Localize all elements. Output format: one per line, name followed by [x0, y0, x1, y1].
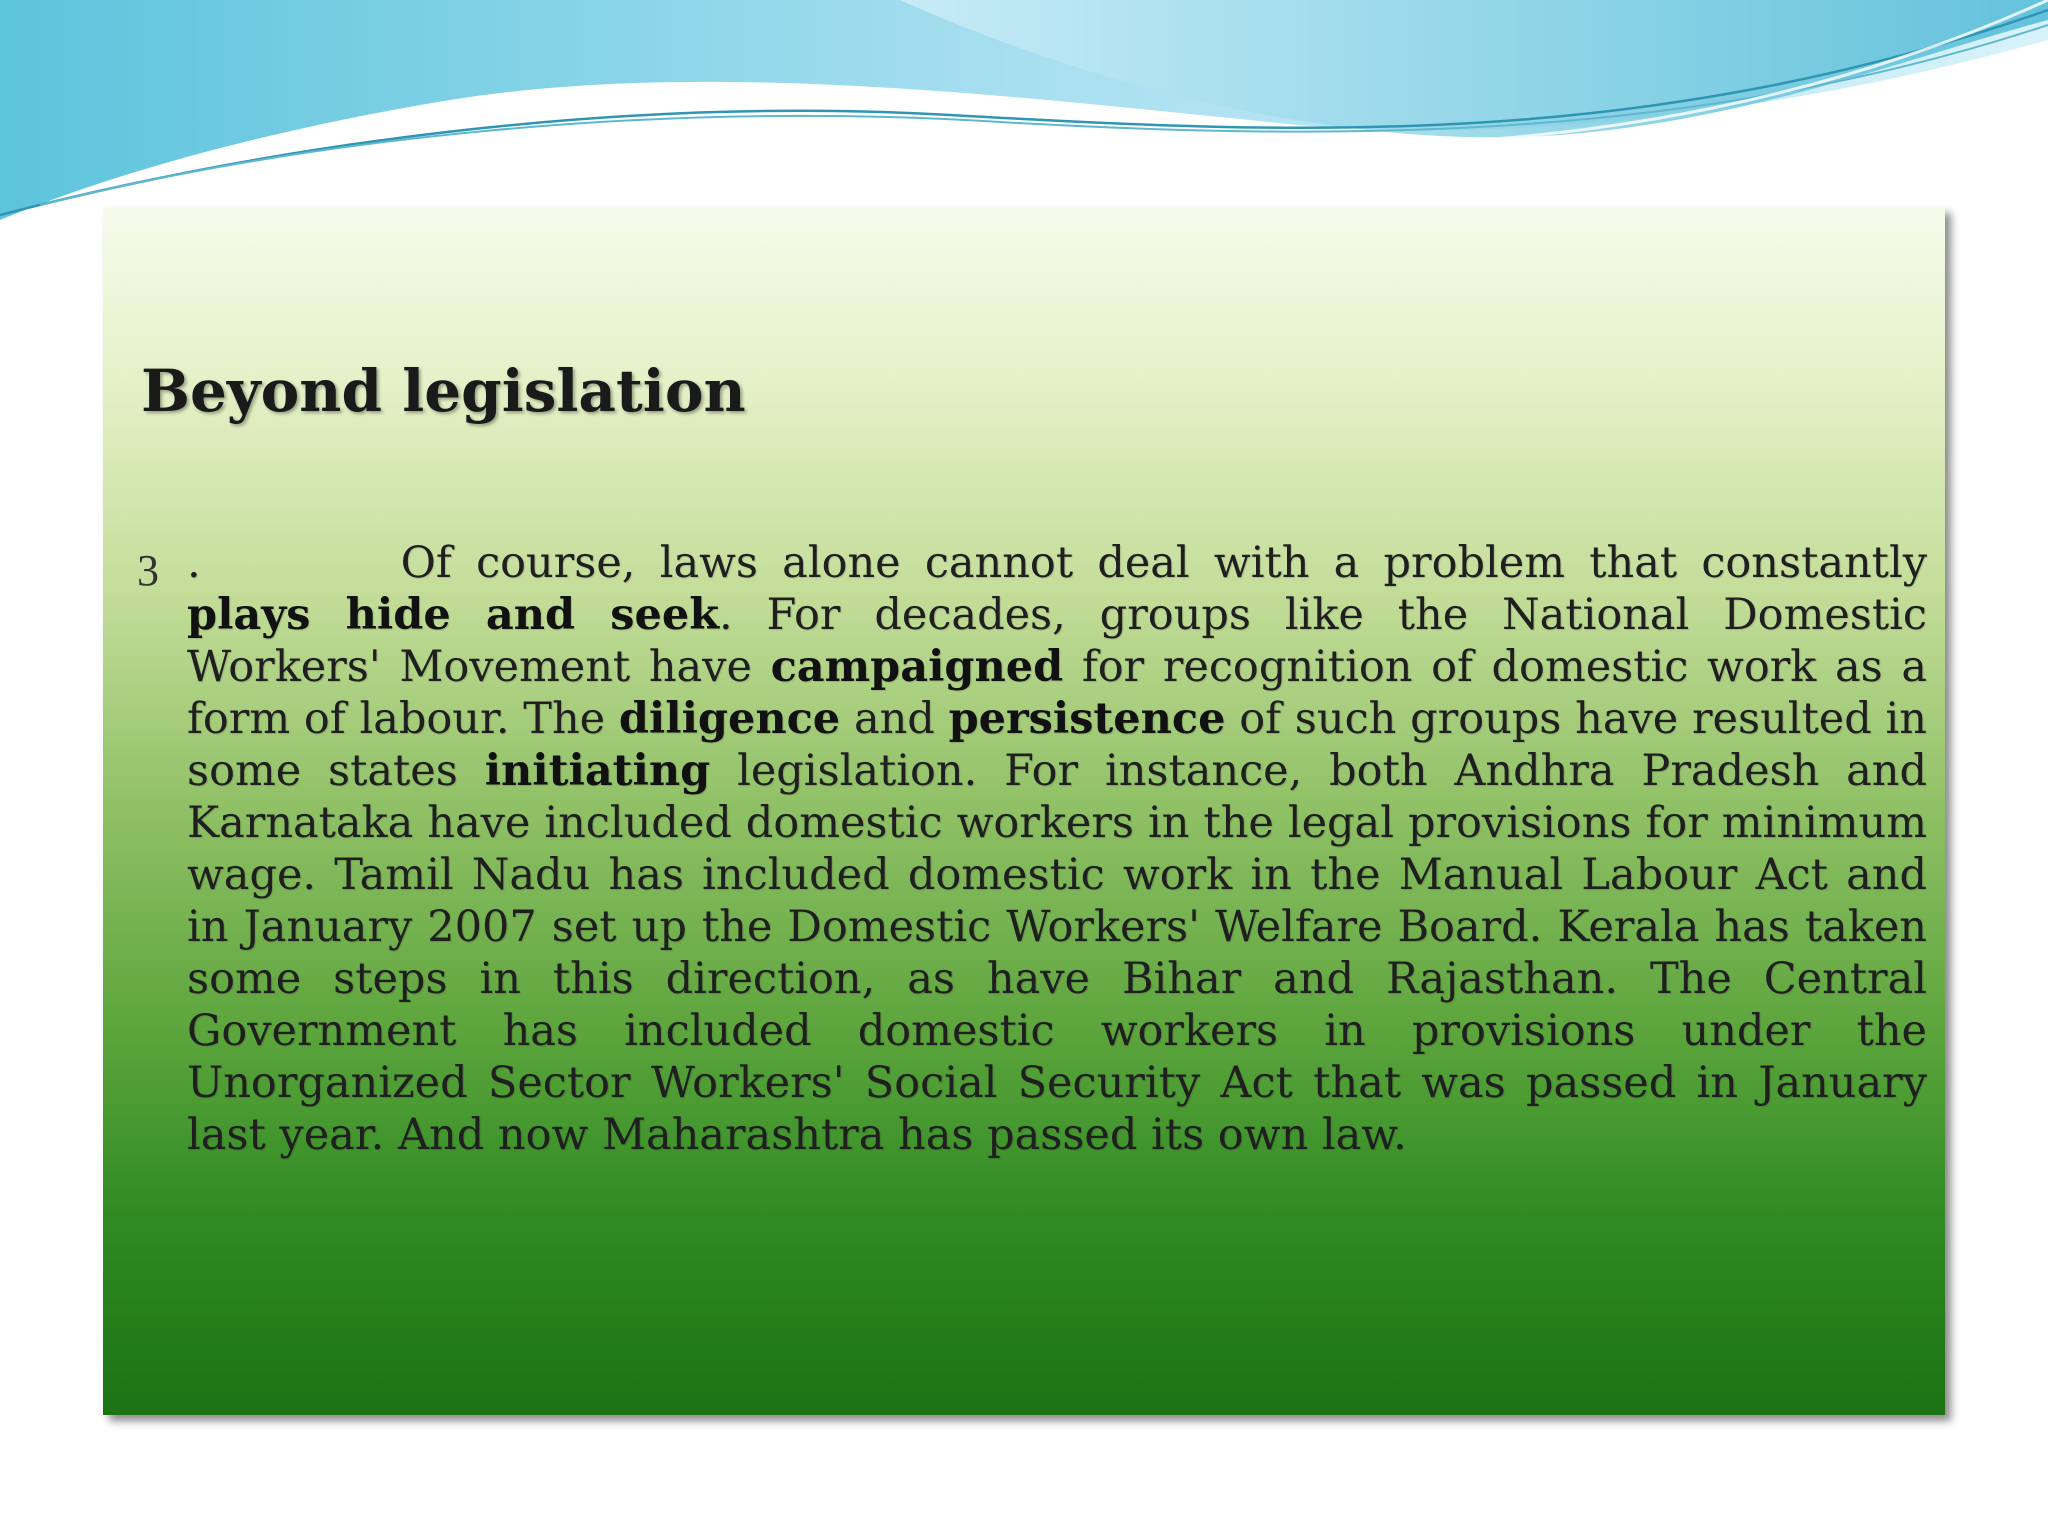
content-panel	[103, 207, 1945, 1415]
paragraph-number: 3	[137, 546, 159, 595]
emphasis-text: diligence	[618, 694, 841, 744]
emphasis-text: campaigned	[770, 642, 1064, 692]
text-run: for recognition of domestic work as a form of labour. The	[187, 642, 1927, 744]
text-run: and	[840, 694, 949, 744]
emphasis-text: initiating	[484, 746, 711, 796]
paragraph-text	[187, 537, 1927, 1161]
emphasis-text: plays hide and seek	[187, 590, 719, 640]
numbered-paragraph	[137, 537, 1927, 1161]
text-run: legislation. For instance, both Andhra Pradesh and Karnataka have included domestic workers in the legal provisions for minimum wage. Tamil Nadu has included domestic work in the Manual Labour Act and in January 2007 set up the Domestic Workers' Welfare Board. Kerala has taken some steps in this direction, as have Bihar and Rajasthan. The Central Government has included domestic workers in provisions under the Unorganized Sector Workers' Social Security Act that was passed in January last year. And now Maharashtra has passed its own law.	[187, 746, 1927, 1160]
text-run: Of course, laws alone cannot deal with a problem that constantly	[400, 538, 1927, 588]
slide-title: Beyond legislation	[141, 357, 746, 425]
text-run: . For decades, groups like the National Domestic Workers' Movement have	[187, 590, 1927, 692]
text-run: .	[187, 538, 201, 588]
emphasis-text: persistence	[948, 694, 1226, 744]
text-run: of such groups have resulted in some states	[187, 694, 1927, 796]
